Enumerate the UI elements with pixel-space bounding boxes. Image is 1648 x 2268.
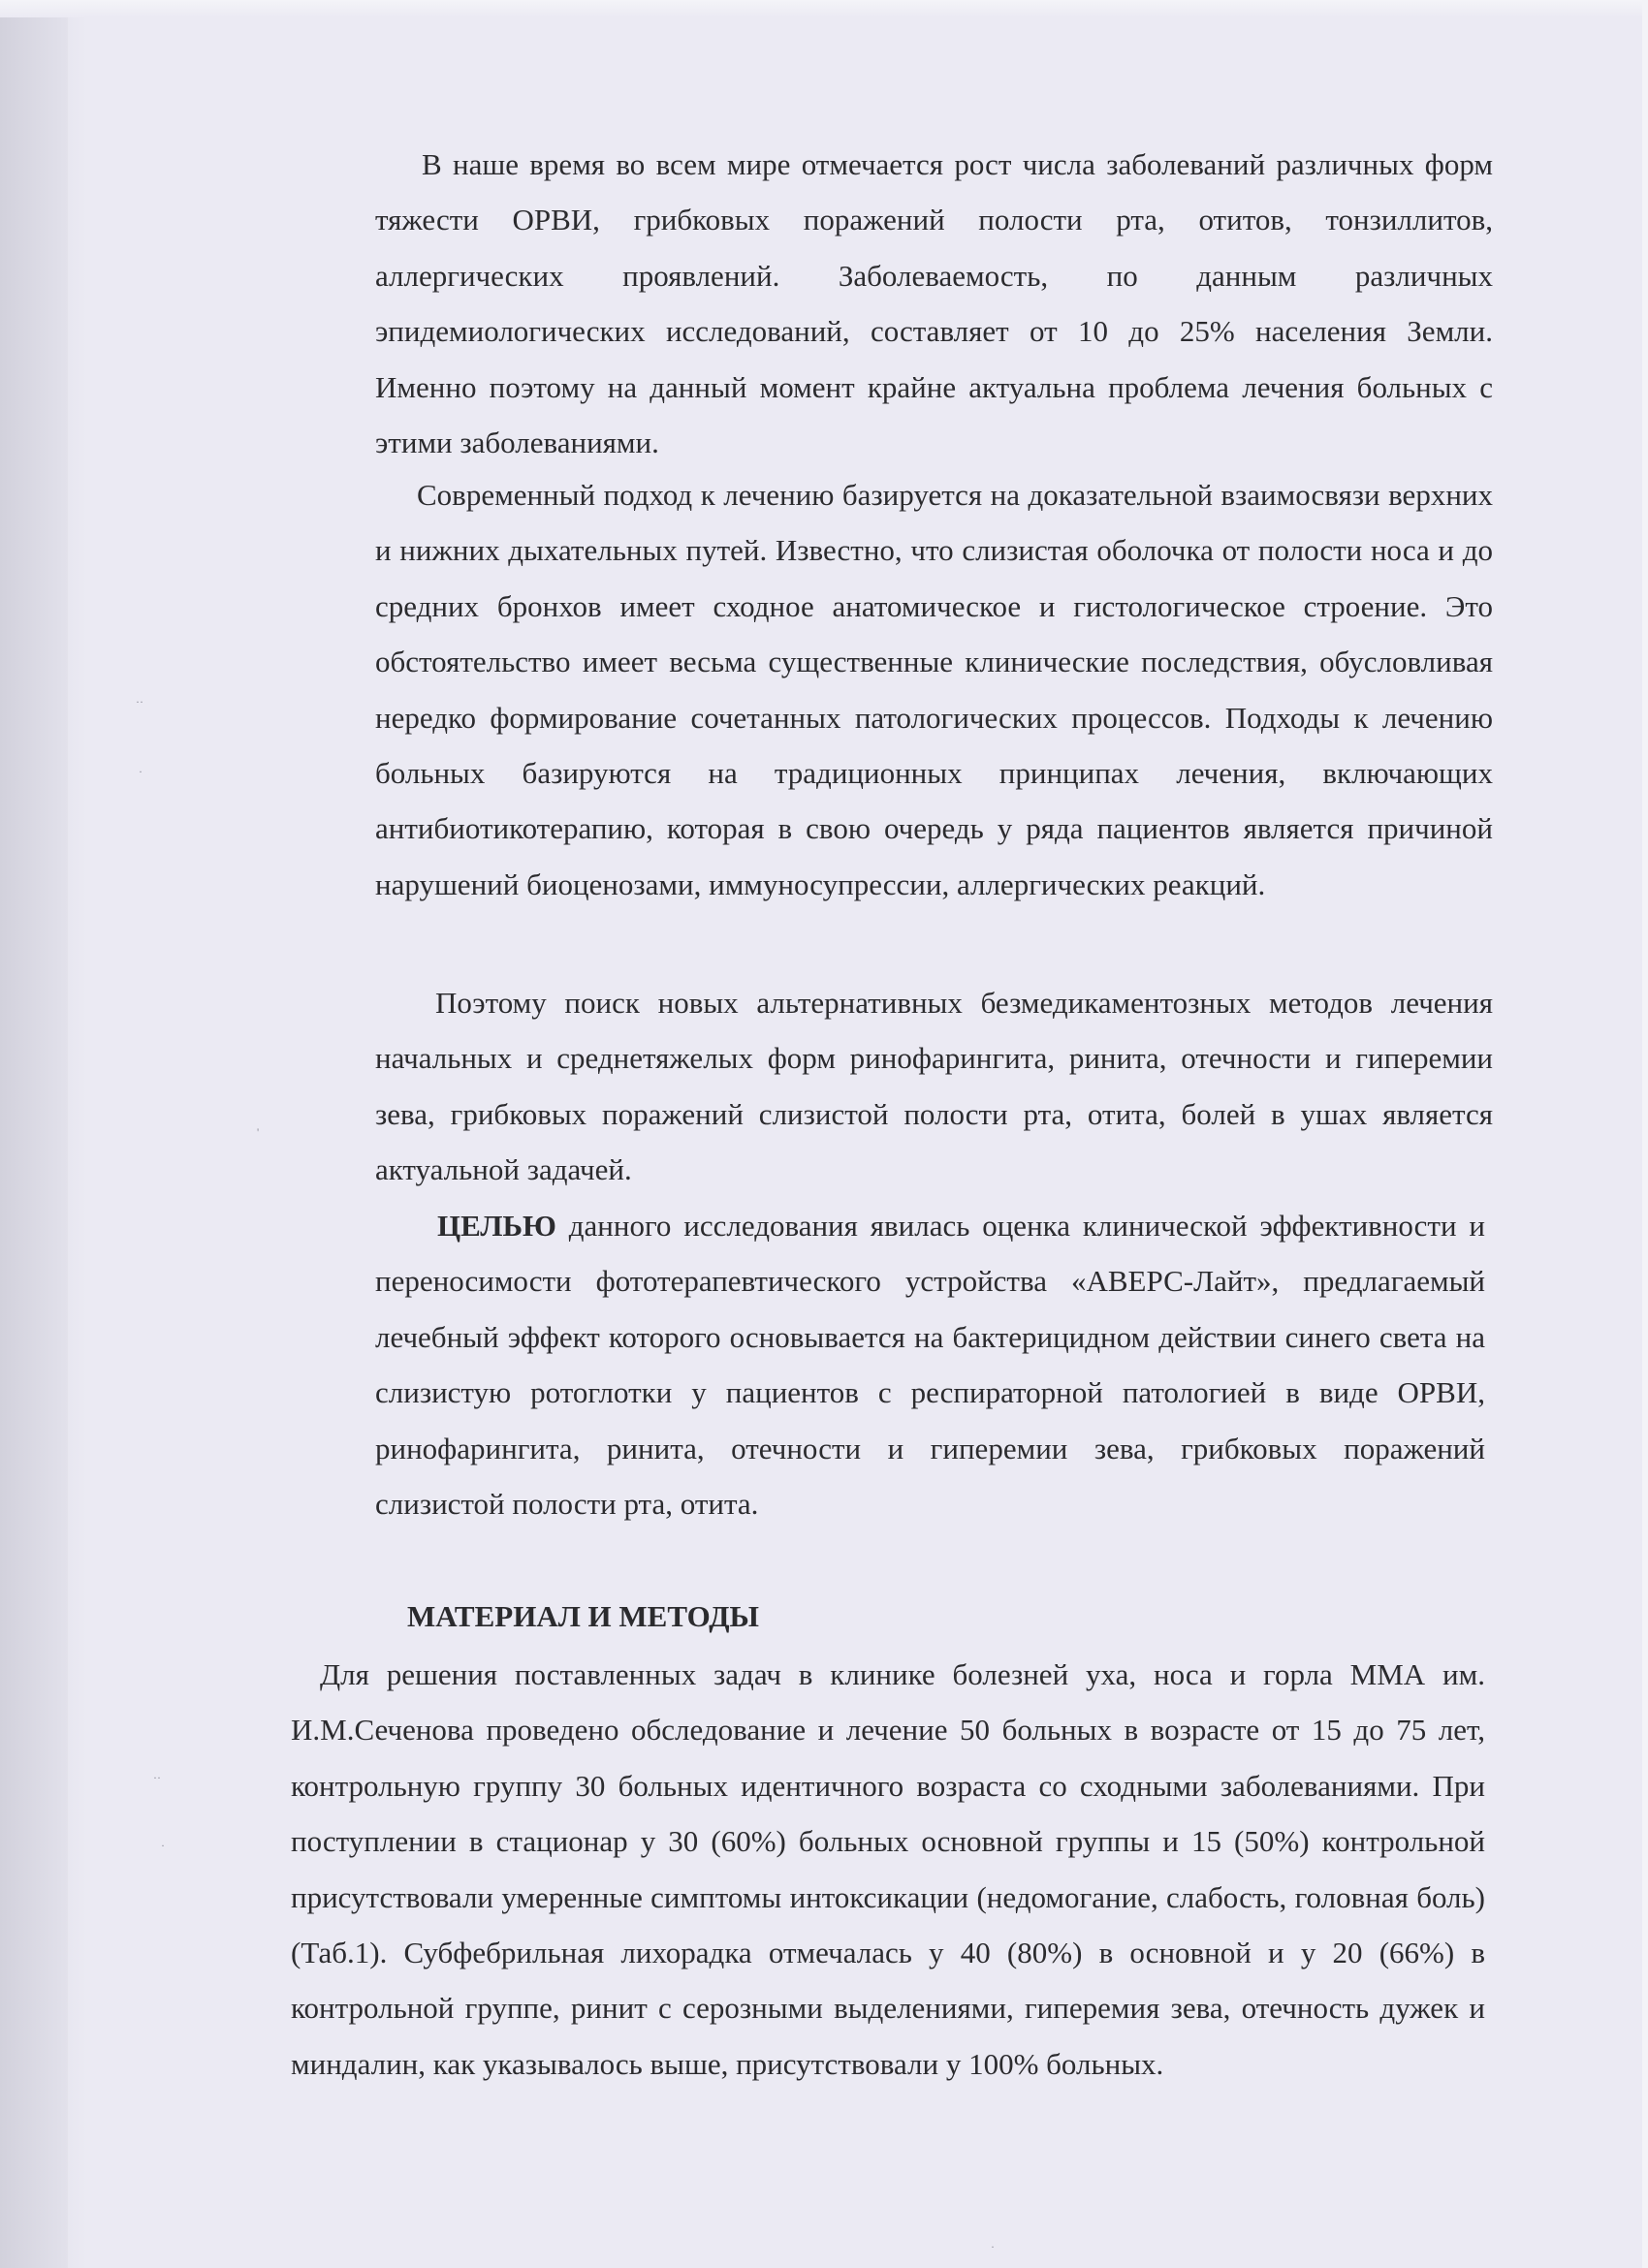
goal-keyword: ЦЕЛЬЮ: [437, 1209, 556, 1243]
scan-speck: ··: [136, 695, 143, 709]
methods-paragraph-block: [291, 1647, 1485, 2092]
page-right-edge: [1642, 0, 1648, 2268]
paragraph-new-methods: Поэтому поиск новых альтернативных безмедикаментозных методов лечения начальных и среднетяжелых форм ринофарингита, ринита, отечности и гиперемии зева, грибковых поражений слизистой полости рта, отита, болей в ушах является актуальной задачей.: [375, 986, 1493, 1187]
page-top-edge: [0, 0, 1648, 17]
scan-speck: ': [257, 1125, 260, 1139]
paragraph-prevalence: В наше время во всем мире отмечается рост числа заболеваний различных форм тяжести ОРВИ, грибковых поражений полости рта, отитов, тонзиллитов, аллергических проявлений. Заболеваемость, по данным различных эпидемиологических исследований, составляет от 10 до 25% населения Земли. Именно поэтому на данный момент крайне актуальна проблема лечения больных с этими заболеваниями.: [375, 147, 1493, 460]
scan-speck: ·: [139, 765, 143, 778]
goal-paragraph-block: [375, 1198, 1485, 1531]
search-paragraph-block: [375, 975, 1493, 1198]
scan-speck: ·: [991, 2240, 995, 2253]
goal-text: данного исследования явилась оценка клинической эффективности и переносимости фототерапевтического устройства «АВЕРС-Лайт», предлагаемый лечебный эффект которого основывается на бактерицидном действии синего света на слизистую ротоглотки у пациентов с респираторной патологией в виде ОРВИ, ринофарингита, ринита, отечности и гиперемии зева, грибковых поражений слизистой полости рта, отита.: [375, 1209, 1485, 1522]
paragraph-treatment-approach: Современный подход к лечению базируется на доказательной взаимосвязи верхних и нижних дыхательных путей. Известно, что слизистая оболочка от полости носа и до средних бронхов имеет сходное анатомическое и гистологическое строение. Это обстоятельство имеет весьма существенные клинические последствия, обусловливая нередко формирование сочетанных патологических процессов. Подходы к лечению больных базируются на традиционных принципах лечения, включающих антибиотикотерапию, которая в свою очередь у ряда пациентов является причиной нарушений биоценозами, иммуносупрессии, аллергических реакций.: [375, 478, 1493, 901]
section-heading-methods: МАТЕРИАЛ И МЕТОДЫ: [407, 1599, 759, 1633]
approach-paragraph-block: [375, 467, 1493, 912]
scan-speck: ·: [161, 1839, 165, 1852]
paragraph-study-goal: [375, 1198, 1485, 1531]
intro-paragraph-block: [375, 137, 1493, 470]
scan-speck: ··: [153, 1771, 161, 1784]
page-edge-shadow: [0, 0, 68, 2268]
paragraph-methods: Для решения поставленных задач в клинике болезней уха, носа и горла ММА им. И.М.Сеченова проведено обследование и лечение 50 больных в возрасте от 15 до 75 лет, контрольную группу 30 больных идентичного возраста со сходными заболеваниями. При поступлении в стационар у 30 (60%) больных основной группы и 15 (50%) контрольной присутствовали умеренные симптомы интоксикации (недомогание, слабость, головная боль) (Таб.1). Субфебрильная лихорадка отмечалась у 40 (80%) в основной и у 20 (66%) в контрольной группе, ринит с серозными выделениями, гиперемия зева, отечность дужек и миндалин, как указывалось выше, присутствовали у 100% больных.: [291, 1657, 1485, 2081]
